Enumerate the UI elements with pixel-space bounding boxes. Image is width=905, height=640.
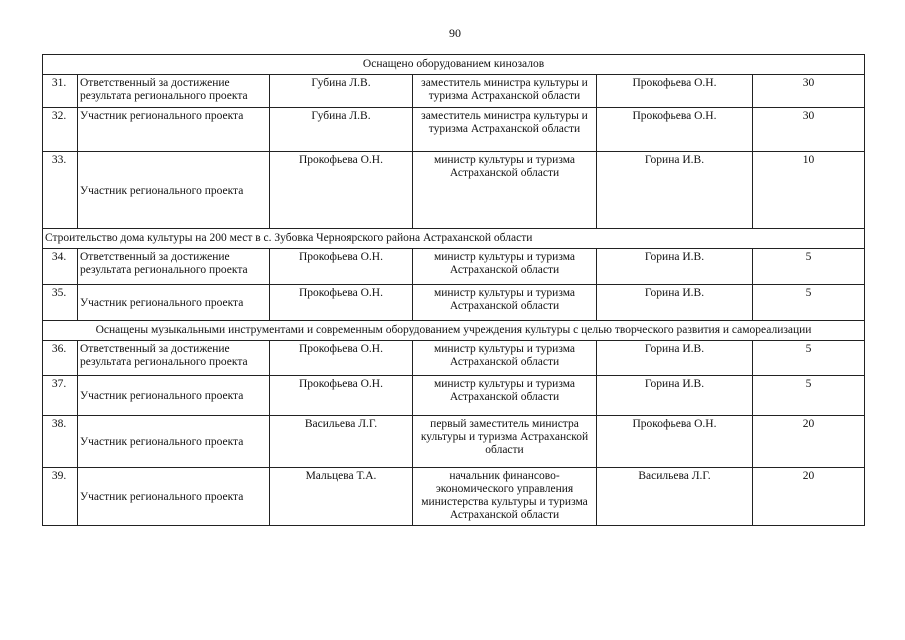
section-title: Строительство дома культуры на 200 мест в с. Зубовка Черноярского района Астраханской области [43,229,865,249]
row-number: 31. [43,75,78,108]
supervisor-cell: Горина И.В. [597,376,753,416]
row-number: 34. [43,249,78,285]
share-cell: 30 [753,75,865,108]
role-cell: Ответственный за достижение результата регионального проекта [78,75,270,108]
section-header-row [43,321,865,341]
position-cell: министр культуры и туризма Астраханской области [413,249,597,285]
role-cell: Участник регионального проекта [78,468,270,526]
share-cell: 30 [753,108,865,152]
row-number: 33. [43,152,78,229]
supervisor-cell: Васильева Л.Г. [597,468,753,526]
table-row [43,75,865,108]
person-name-cell: Мальцева Т.А. [270,468,413,526]
role-cell: Ответственный за достижение результата регионального проекта [78,249,270,285]
supervisor-cell: Горина И.В. [597,341,753,376]
share-cell: 10 [753,152,865,229]
table-row [43,416,865,468]
position-cell: министр культуры и туризма Астраханской области [413,341,597,376]
share-cell: 5 [753,376,865,416]
section-title: Оснащены музыкальными инструментами и современным оборудованием учреждения культуры с целью творческого развития и самореализации [43,321,865,341]
responsibility-table [42,54,865,526]
position-cell: заместитель министра культуры и туризма Астраханской области [413,75,597,108]
position-cell: заместитель министра культуры и туризма Астраханской области [413,108,597,152]
page-number: 90 [449,26,461,40]
share-cell: 5 [753,285,865,321]
supervisor-cell: Прокофьева О.Н. [597,416,753,468]
table-row [43,341,865,376]
section-header-row [43,229,865,249]
position-cell: министр культуры и туризма Астраханской области [413,285,597,321]
section-title: Оснащено оборудованием кинозалов [43,55,865,75]
row-number: 36. [43,341,78,376]
role-cell: Участник регионального проекта [78,285,270,321]
table-row [43,108,865,152]
share-cell: 5 [753,341,865,376]
person-name-cell: Прокофьева О.Н. [270,249,413,285]
share-cell: 20 [753,468,865,526]
role-cell: Участник регионального проекта [78,152,270,229]
row-number: 32. [43,108,78,152]
position-cell: начальник финансово-экономического управления министерства культуры и туризма Астраханской области [413,468,597,526]
position-cell: первый заместитель министра культуры и туризма Астраханской области [413,416,597,468]
table-row [43,152,865,229]
person-name-cell: Прокофьева О.Н. [270,376,413,416]
row-number: 35. [43,285,78,321]
role-cell: Участник регионального проекта [78,376,270,416]
position-cell: министр культуры и туризма Астраханской области [413,152,597,229]
share-cell: 5 [753,249,865,285]
section-header-row [43,55,865,75]
table-row [43,468,865,526]
person-name-cell: Прокофьева О.Н. [270,285,413,321]
supervisor-cell: Прокофьева О.Н. [597,108,753,152]
role-cell: Участник регионального проекта [78,416,270,468]
table-row [43,285,865,321]
supervisor-cell: Горина И.В. [597,285,753,321]
position-cell: министр культуры и туризма Астраханской области [413,376,597,416]
table-row [43,376,865,416]
supervisor-cell: Горина И.В. [597,152,753,229]
person-name-cell: Прокофьева О.Н. [270,341,413,376]
supervisor-cell: Прокофьева О.Н. [597,75,753,108]
person-name-cell: Губина Л.В. [270,75,413,108]
person-name-cell: Прокофьева О.Н. [270,152,413,229]
person-name-cell: Губина Л.В. [270,108,413,152]
person-name-cell: Васильева Л.Г. [270,416,413,468]
row-number: 37. [43,376,78,416]
role-cell: Участник регионального проекта [78,108,270,152]
row-number: 39. [43,468,78,526]
table-row [43,249,865,285]
share-cell: 20 [753,416,865,468]
row-number: 38. [43,416,78,468]
supervisor-cell: Горина И.В. [597,249,753,285]
role-cell: Ответственный за достижение результата регионального проекта [78,341,270,376]
